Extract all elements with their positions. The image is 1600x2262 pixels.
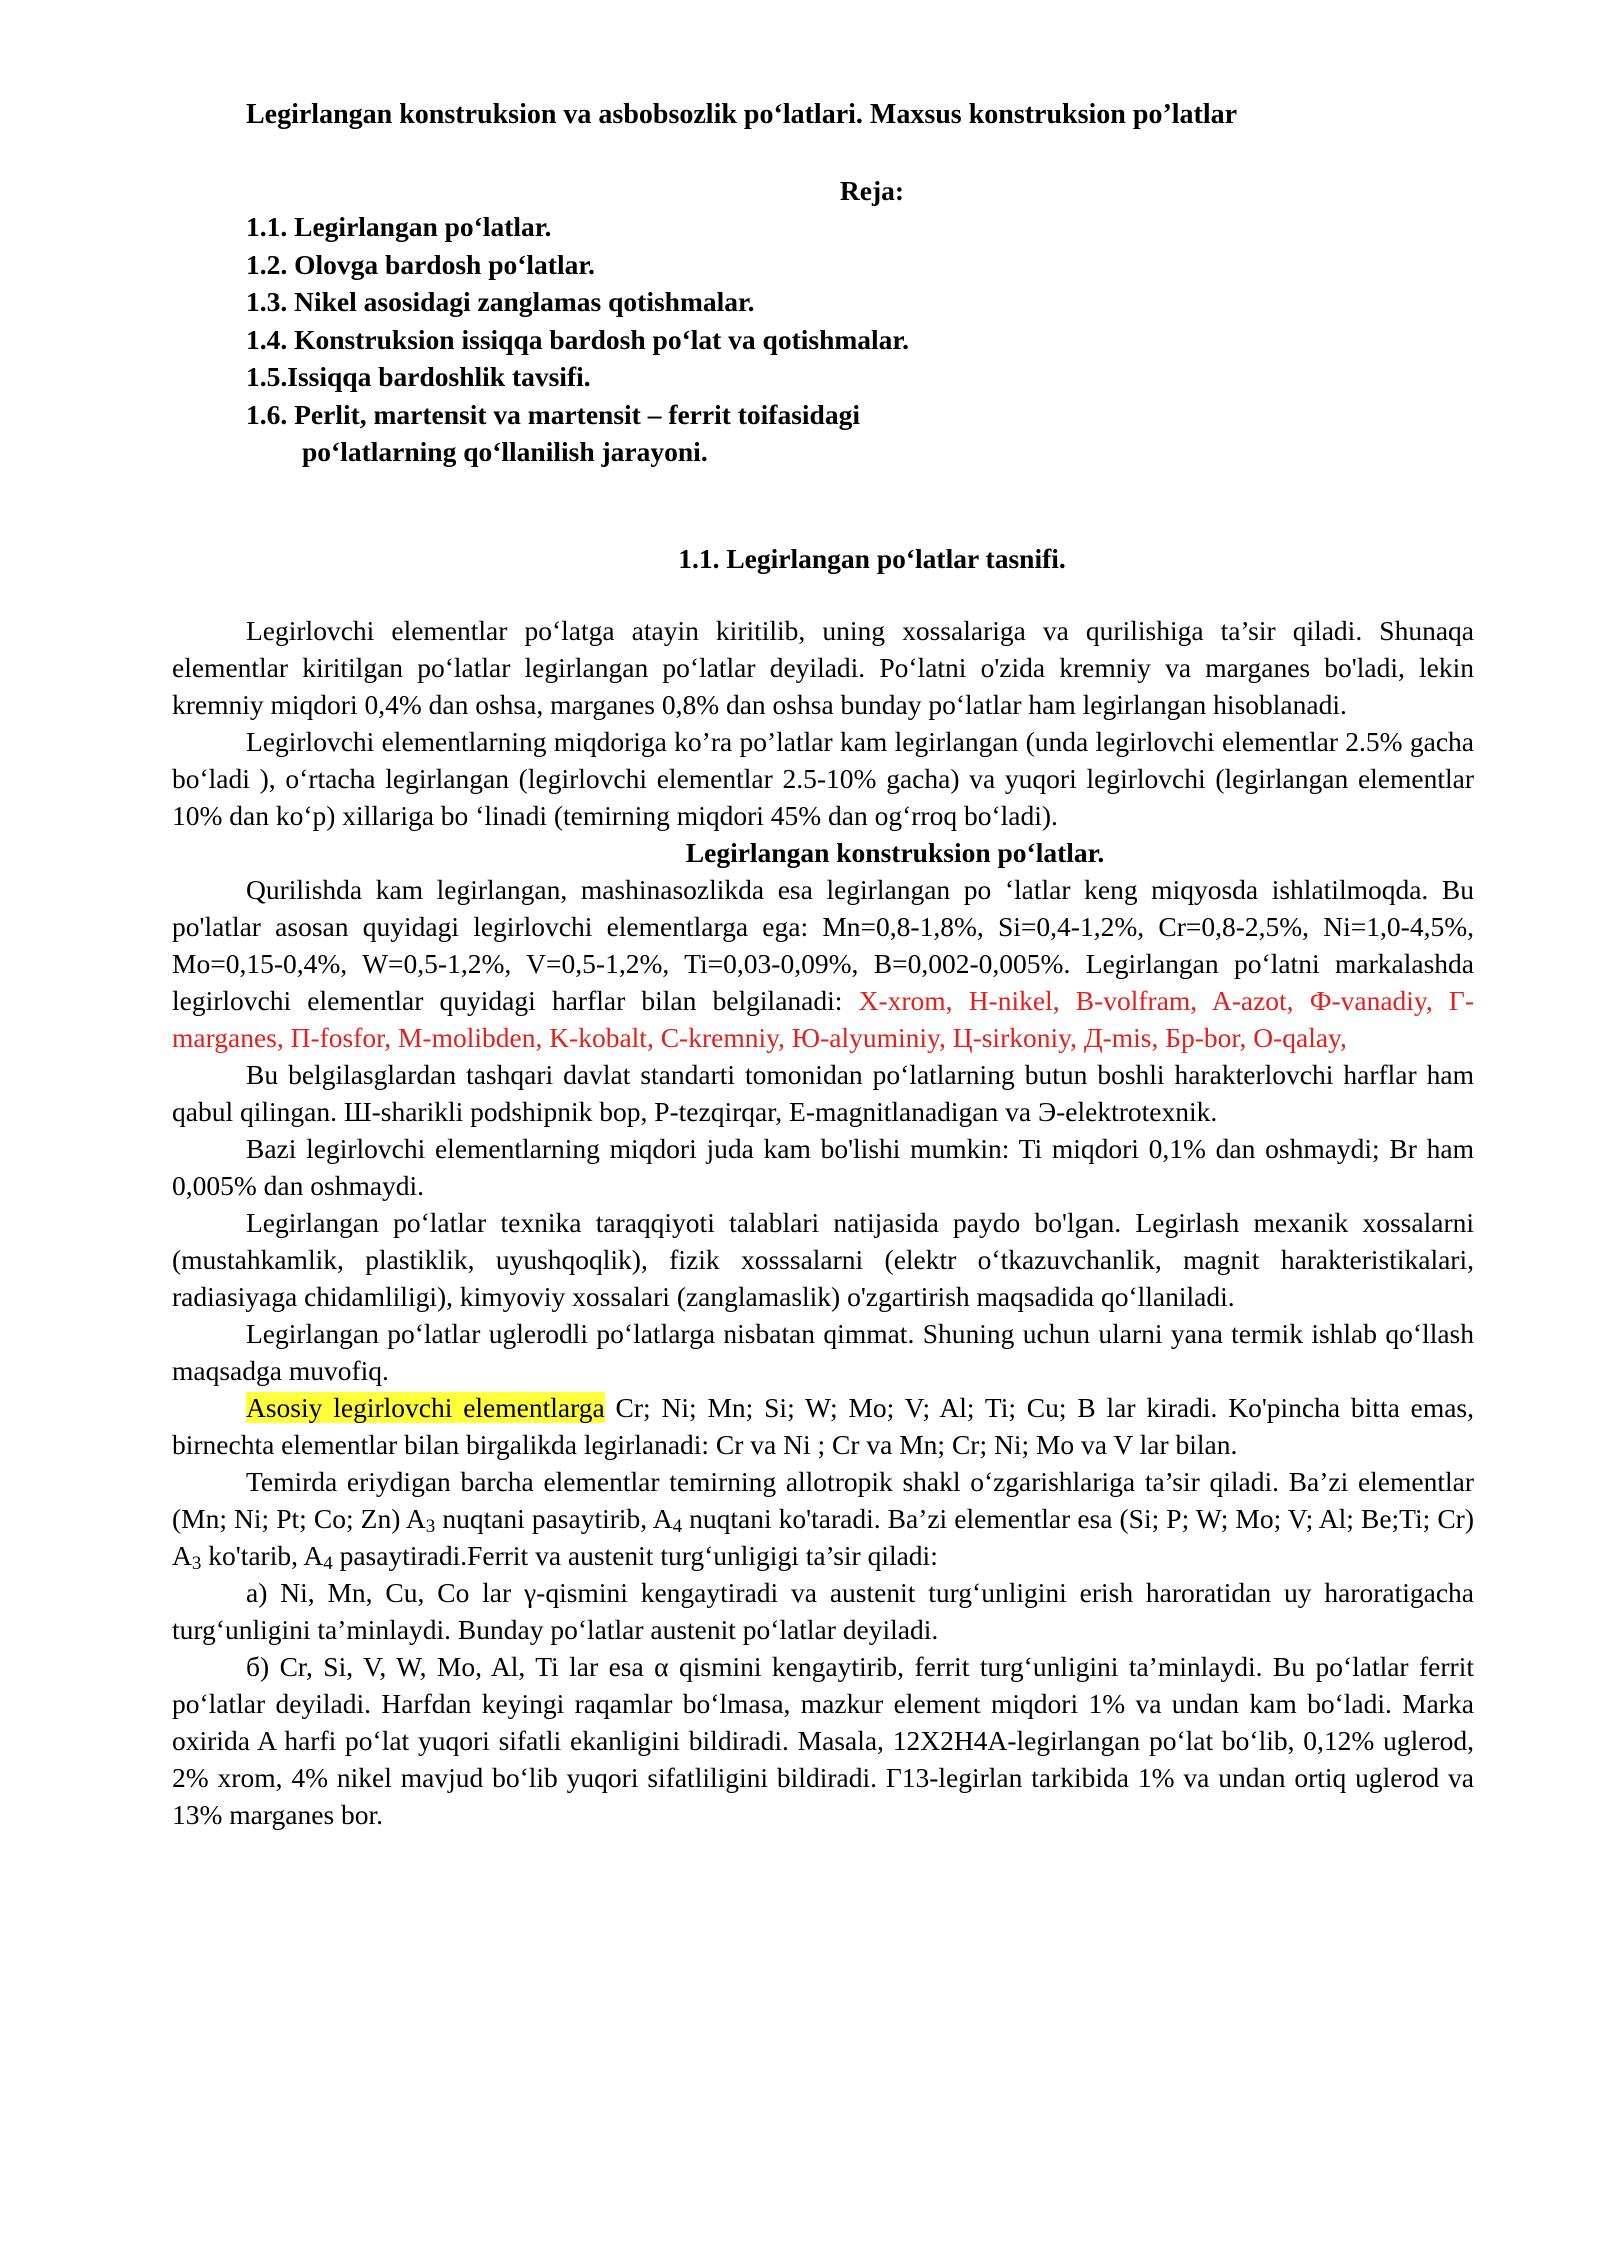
paragraph <box>172 871 1474 1056</box>
document-body <box>172 612 1474 1833</box>
plan-heading <box>0 172 1600 209</box>
element-letters-red-text: X-xrom, H-nikel, B-volfram, A-azot, Ф-vanadiy, Г-marganes, П-fosfor, M-molibden, K-kobalt, C-kremniy, Ю-alyuminiy, Ц-sirkoniy, Д-mis, Бр-bor, O-qalay, <box>172 985 1474 1053</box>
plan-heading-text: Reja: <box>839 175 905 206</box>
paragraph-text: nuqtani pasaytirib, A <box>435 1503 673 1534</box>
subscript: 4 <box>323 1553 333 1574</box>
plan-item: 1.2. Olovga bardosh po‘latlar. <box>246 248 595 280</box>
paragraph-text: ko'tarib, A <box>201 1540 324 1571</box>
plan-item: 1.6. Perlit, martensit va martensit – ferrit toifasidagi <box>246 398 860 430</box>
plan-item: 1.5.Issiqqa bardoshlik tavsifi. <box>246 361 591 392</box>
highlighted-text: Asosiy legirlovchi elementlarga <box>246 1392 605 1423</box>
subheading-text: Legirlangan konstruksion po‘latlar. <box>685 837 1105 868</box>
paragraph: Legirlangan po‘latlar texnika taraqqiyoti talablari natijasida paydo bo'lgan. Legirlash mexanik xossalarni (mustahkamlik, plastiklik, uyushqoqlik), fizik xosssalarni (elektr o‘tkazuvchanlik, magnit harakteristikalari, radiasiyaga chidamliligi), kimyoviy xossalari (zanglamaslik) o'zgartirish maqsadida qo‘llaniladi. <box>172 1207 1474 1312</box>
subscript: 4 <box>672 1516 683 1537</box>
subscript: 3 <box>191 1553 202 1574</box>
paragraph: Legirlovchi elementlarning miqdoriga ko’ra po’latlar kam legirlangan (unda legirlovchi elementlar 2.5% gacha bo‘ladi ), o‘rtacha legirlangan (legirlovchi elementlar 2.5-10% gacha) va yuqori legirlovchi (legirlangan elementlar 10% dan ko‘p) xillariga bo ‘linadi (temirning miqdori 45% dan og‘rroq bo‘ladi). <box>172 726 1474 831</box>
plan-item: 1.1. Legirlangan po‘latlar. <box>246 211 552 242</box>
subscript: 3 <box>425 1516 436 1537</box>
subheading <box>172 834 1474 871</box>
paragraph: Bu belgilasglardan tashqari davlat standarti tomonidan po‘latlarning butun boshli harakterlovchi harflar ham qabul qilingan. Ш-sharikli podshipnik bop, P-tezqirqar, E-magnitlanadigan va Э-elektrotexnik. <box>172 1059 1474 1127</box>
paragraph <box>172 1389 1474 1463</box>
paragraph-text: nuqtani ko'taradi. Ba’zi elementlar esa (Si; P; W; Mo; V; Al; Be;Ti; Cr) A <box>172 1503 1475 1571</box>
plan-item: 1.3. Nikel asosidagi zanglamas qotishmalar. <box>246 286 755 317</box>
paragraph: Legirlovchi elementlar po‘latga atayin kiritilib, uning xossalariga va qurilishiga ta’sir qiladi. Shunaqa elementlar kiritilgan po‘latlar legirlangan po‘latlar deyiladi. Po‘latni o'zida kremniy va marganes bo'ladi, lekin kremniy miqdori 0,4% dan oshsa, marganes 0,8% dan oshsa bunday po‘latlar ham legirlangan hisoblanadi. <box>172 615 1474 720</box>
plan-item-continuation-text: po‘latlarning qo‘llanilish jarayoni. <box>302 436 708 467</box>
paragraph-text: pasaytiradi.Ferrit va austenit turg‘unligigi ta’sir qiladi: <box>332 1540 938 1571</box>
paragraph: Legirlangan po‘latlar uglerodli po‘latlarga nisbatan qimmat. Shuning uchun ularni yana termik ishlab qo‘llash maqsadga muvofiq. <box>172 1318 1474 1386</box>
paragraph-text: Cr; Ni; Mn; Si; W; Mo; V; Al; Ti; Cu; B lar kiradi. Ko'pincha bitta emas, birnechta elementlar bilan birgalikda legirlanadi: Cr va Ni ; Cr va Mn; Cr; Ni; Mo va V lar bilan. <box>172 1392 1474 1460</box>
plan-list <box>246 208 909 471</box>
document-title: Legirlangan konstruksion va asbobsozlik po‘latlari. Maxsus konstruksion po’latlar <box>246 99 1238 130</box>
section-heading <box>0 540 1600 577</box>
paragraph: б) Cr, Si, V, W, Mo, Al, Ti lar esa α qismini kengaytirib, ferrit turg‘unligini ta’minlaydi. Bu po‘latlar ferrit po‘latlar deyiladi. Harfdan keyingi raqamlar bo‘lmasa, mazkur element miqdori 1% va undan kam bo‘ladi. Marka oxirida A harfi po‘lat yuqori sifatli ekanligini bildiradi. Masala, 12X2H4A-legirlangan po‘lat bo‘lib, 0,12% uglerod, 2% xrom, 4% nikel mavjud bo‘lib yuqori sifatliligini bildiradi. Г13-legirlan tarkibida 1% va undan ortiq uglerod va 13% marganes bor. <box>172 1651 1474 1830</box>
paragraph <box>172 1463 1474 1574</box>
plan-item: 1.4. Konstruksion issiqqa bardosh po‘lat va qotishmalar. <box>246 323 909 355</box>
paragraph: Bazi legirlovchi elementlarning miqdori juda kam bo'lishi mumkin: Ti miqdori 0,1% dan oshmaydi; Br ham 0,005% dan oshmaydi. <box>172 1133 1474 1201</box>
section-heading-text: 1.1. Legirlangan po‘latlar tasnifi. <box>678 543 1066 574</box>
paragraph-text: Temirda eriydigan barcha elementlar temirning allotropik shakl o‘zgarishlariga ta’sir qiladi. Ba’zi elementlar (Mn; Ni; Pt; Co; Zn) A <box>172 1466 1474 1534</box>
paragraph: a) Ni, Mn, Cu, Co lar γ-qismini kengaytiradi va austenit turg‘unligini erish haroratidan uy haroratigacha turg‘unligini ta’minlaydi. Bunday po‘latlar austenit po‘latlar deyiladi. <box>172 1577 1474 1645</box>
plan-item-continuation <box>246 433 909 471</box>
paragraph-text: Qurilishda kam legirlangan, mashinasozlikda esa legirlangan po ‘latlar keng miqyosda ishlatilmoqda. Bu po'latlar asosan quyidagi legirlovchi elementlarga ega: Mn=0,8-1,8%, Si=0,4-1,2%, Cr=0,8-2,5%, Ni=1,0-4,5%, Mo=0,15-0,4%, W=0,5-1,2%, V=0,5-1,2%, Ti=0,03-0,09%, B=0,002-0,005%. Legirlangan po‘latni markalashda legirlovchi elementlar quyidagi harflar bilan belgilanadi: <box>172 874 1474 1016</box>
